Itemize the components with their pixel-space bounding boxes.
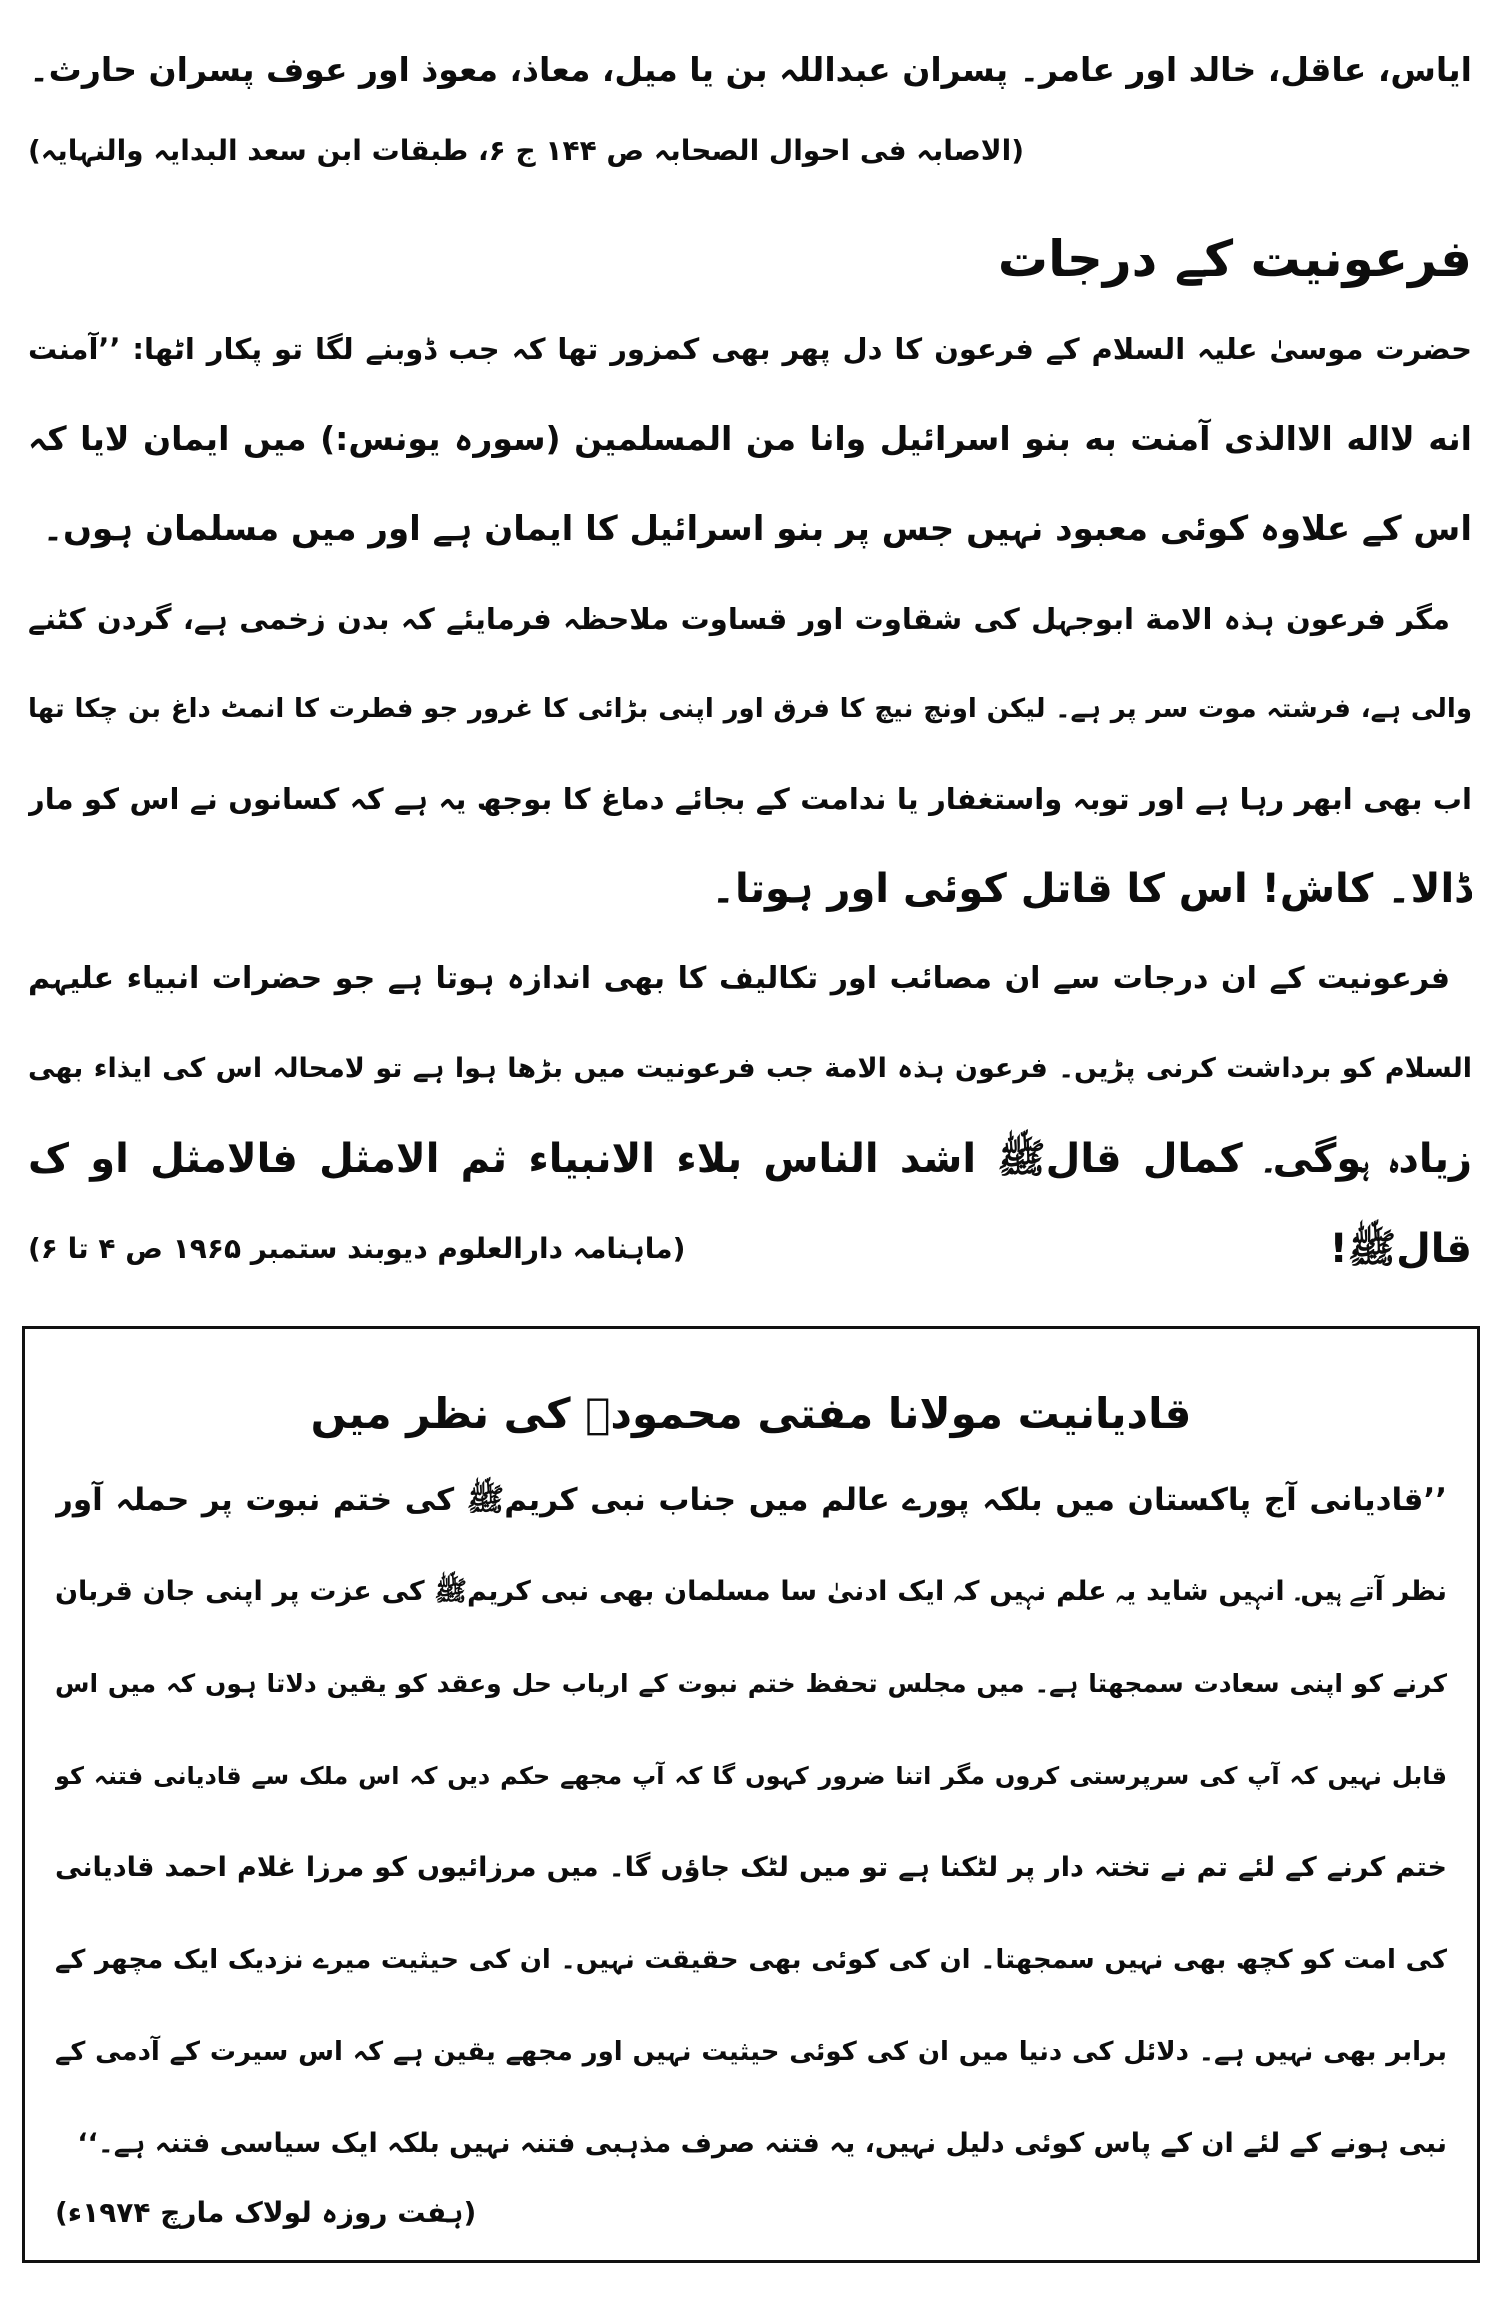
paragraph-line: مگر فرعون ہذہ الامة ابوجہل کی شقاوت اور قساوت ملاحظہ فرمایئے کہ بدن زخمی ہے، گردن کٹنے — [28, 602, 1450, 636]
section-heading: فرعونیت کے درجات — [997, 230, 1472, 288]
paragraph — [28, 574, 1472, 934]
paragraph-line: ڈالا۔ کاش! اس کا قاتل کوئی اور ہوتا۔ — [711, 866, 1472, 912]
quote-line: کرنے کو اپنی سعادت سمجھتا ہے۔ میں مجلس تحفظ ختم نبوت کے ارباب حل وعقد کو یقین دلاتا ہوں کہ میں اس — [55, 1669, 1447, 1698]
quote-line: نظر آتے ہیں۔ انہیں شاید یہ علم نہیں کہ ایک ادنیٰ سا مسلمان بھی نبی کریمﷺ کی عزت پر اپنی جان قربان — [55, 1576, 1447, 1607]
quote-line: برابر بھی نہیں ہے۔ دلائل کی دنیا میں ان کی کوئی حیثیت نہیں اور مجھے یقین ہے کہ اس سیرت کے آدمی کے — [55, 2037, 1447, 2067]
paragraph-line: انه لااله الاالذی آمنت به بنو اسرائیل وانا من المسلمین (سورہ یونس:) میں ایمان لایا کہ — [28, 419, 1472, 458]
paragraph-line: والی ہے، فرشتہ موت سر پر ہے۔ لیکن اونچ نیچ کا فرق اور اپنی بڑائی کا غرور جو فطرت کا انمٹ داغ بن چکا تھا — [28, 694, 1472, 724]
quote-line: ’’قادیانی آج پاکستان میں بلکہ پورے عالم میں جناب نبی کریمﷺ کی ختم نبوت پر حملہ آور — [55, 1482, 1447, 1518]
quote-line: قابل نہیں کہ آپ کی سرپرستی کروں مگر اتنا ضرور کہوں گا کہ آپ مجھے حکم دیں کہ اس ملک سے قادیانی فتنہ کو — [55, 1762, 1447, 1790]
paragraph-line: اس کے علاوہ کوئی معبود نہیں جس پر بنو اسرائیل کا ایمان ہے اور میں مسلمان ہوں۔ — [43, 509, 1472, 549]
paragraph — [28, 304, 1472, 574]
quote-line: نبی ہونے کے لئے ان کے پاس کوئی دلیل نہیں، یہ فتنہ صرف مذہبی فتنہ نہیں بلکہ ایک سیاسی فتنہ ہے۔‘‘ — [77, 2128, 1447, 2159]
paragraph — [28, 934, 1472, 1204]
reference-citation: (الاصابہ فی احوال الصحابہ ص ۱۴۴ ج ۶، طبقات ابن سعد البدایہ والنہایہ) — [28, 134, 1025, 167]
closing-row — [28, 1204, 1472, 1294]
continued-text-line: ایاس، عاقل، خالد اور عامر۔ پسران عبداللہ بن یا میل، معاذ، معوذ اور عوف پسران حارث۔ — [29, 50, 1472, 89]
paragraph-line: السلام کو برداشت کرنی پڑیں۔ فرعون ہذہ الامة جب فرعونیت میں بڑھا ہوا ہے تو لامحالہ اس کی ایذاء بھی — [28, 1053, 1472, 1084]
quote-line: ختم کرنے کے لئے تم نے تختہ دار پر لٹکنا ہے تو میں لٹک جاؤں گا۔ میں مرزائیوں کو مرزا غلام احمد قادیانی — [55, 1852, 1447, 1883]
paragraph-line: زیادہ ہوگی۔ کمال قالﷺ اشد الناس بلاء الانبیاء ثم الامثل فالامثل او ک — [28, 1136, 1472, 1182]
paragraph-line: اب بھی ابھر رہا ہے اور توبہ واستغفار یا ندامت کے بجائے دماغ کا بوجھ یہ ہے کہ کسانوں نے اس کو مار — [28, 782, 1472, 816]
quote-box — [22, 1326, 1480, 2263]
paragraph-line: حضرت موسیٰ علیہ السلام کے فرعون کا دل پھر بھی کمزور تھا کہ جب ڈوبنے لگا تو پکار اٹھا: ’’آمنت — [28, 332, 1472, 366]
closing-text: قالﷺ! — [1329, 1226, 1472, 1272]
paragraph-line: فرعونیت کے ان درجات سے ان مصائب اور تکالیف کا بھی اندازہ ہوتا ہے جو حضرات انبیاء علیہم — [28, 961, 1450, 996]
quote-line: کی امت کو کچھ بھی نہیں سمجھتا۔ ان کی کوئی بھی حقیقت نہیں۔ ان کی حیثیت میرے نزدیک ایک مچھر کے — [55, 1945, 1447, 1975]
source-citation: (ماہنامہ دارالعلوم دیوبند ستمبر ۱۹۶۵ ص ۴ تا ۶) — [28, 1232, 686, 1265]
quote-citation: (ہفت روزہ لولاک مارچ ۱۹۷۴ء) — [55, 2196, 477, 2229]
quote-box-title: قادیانیت مولانا مفتی محمودؒ کی نظر میں — [310, 1389, 1192, 1438]
